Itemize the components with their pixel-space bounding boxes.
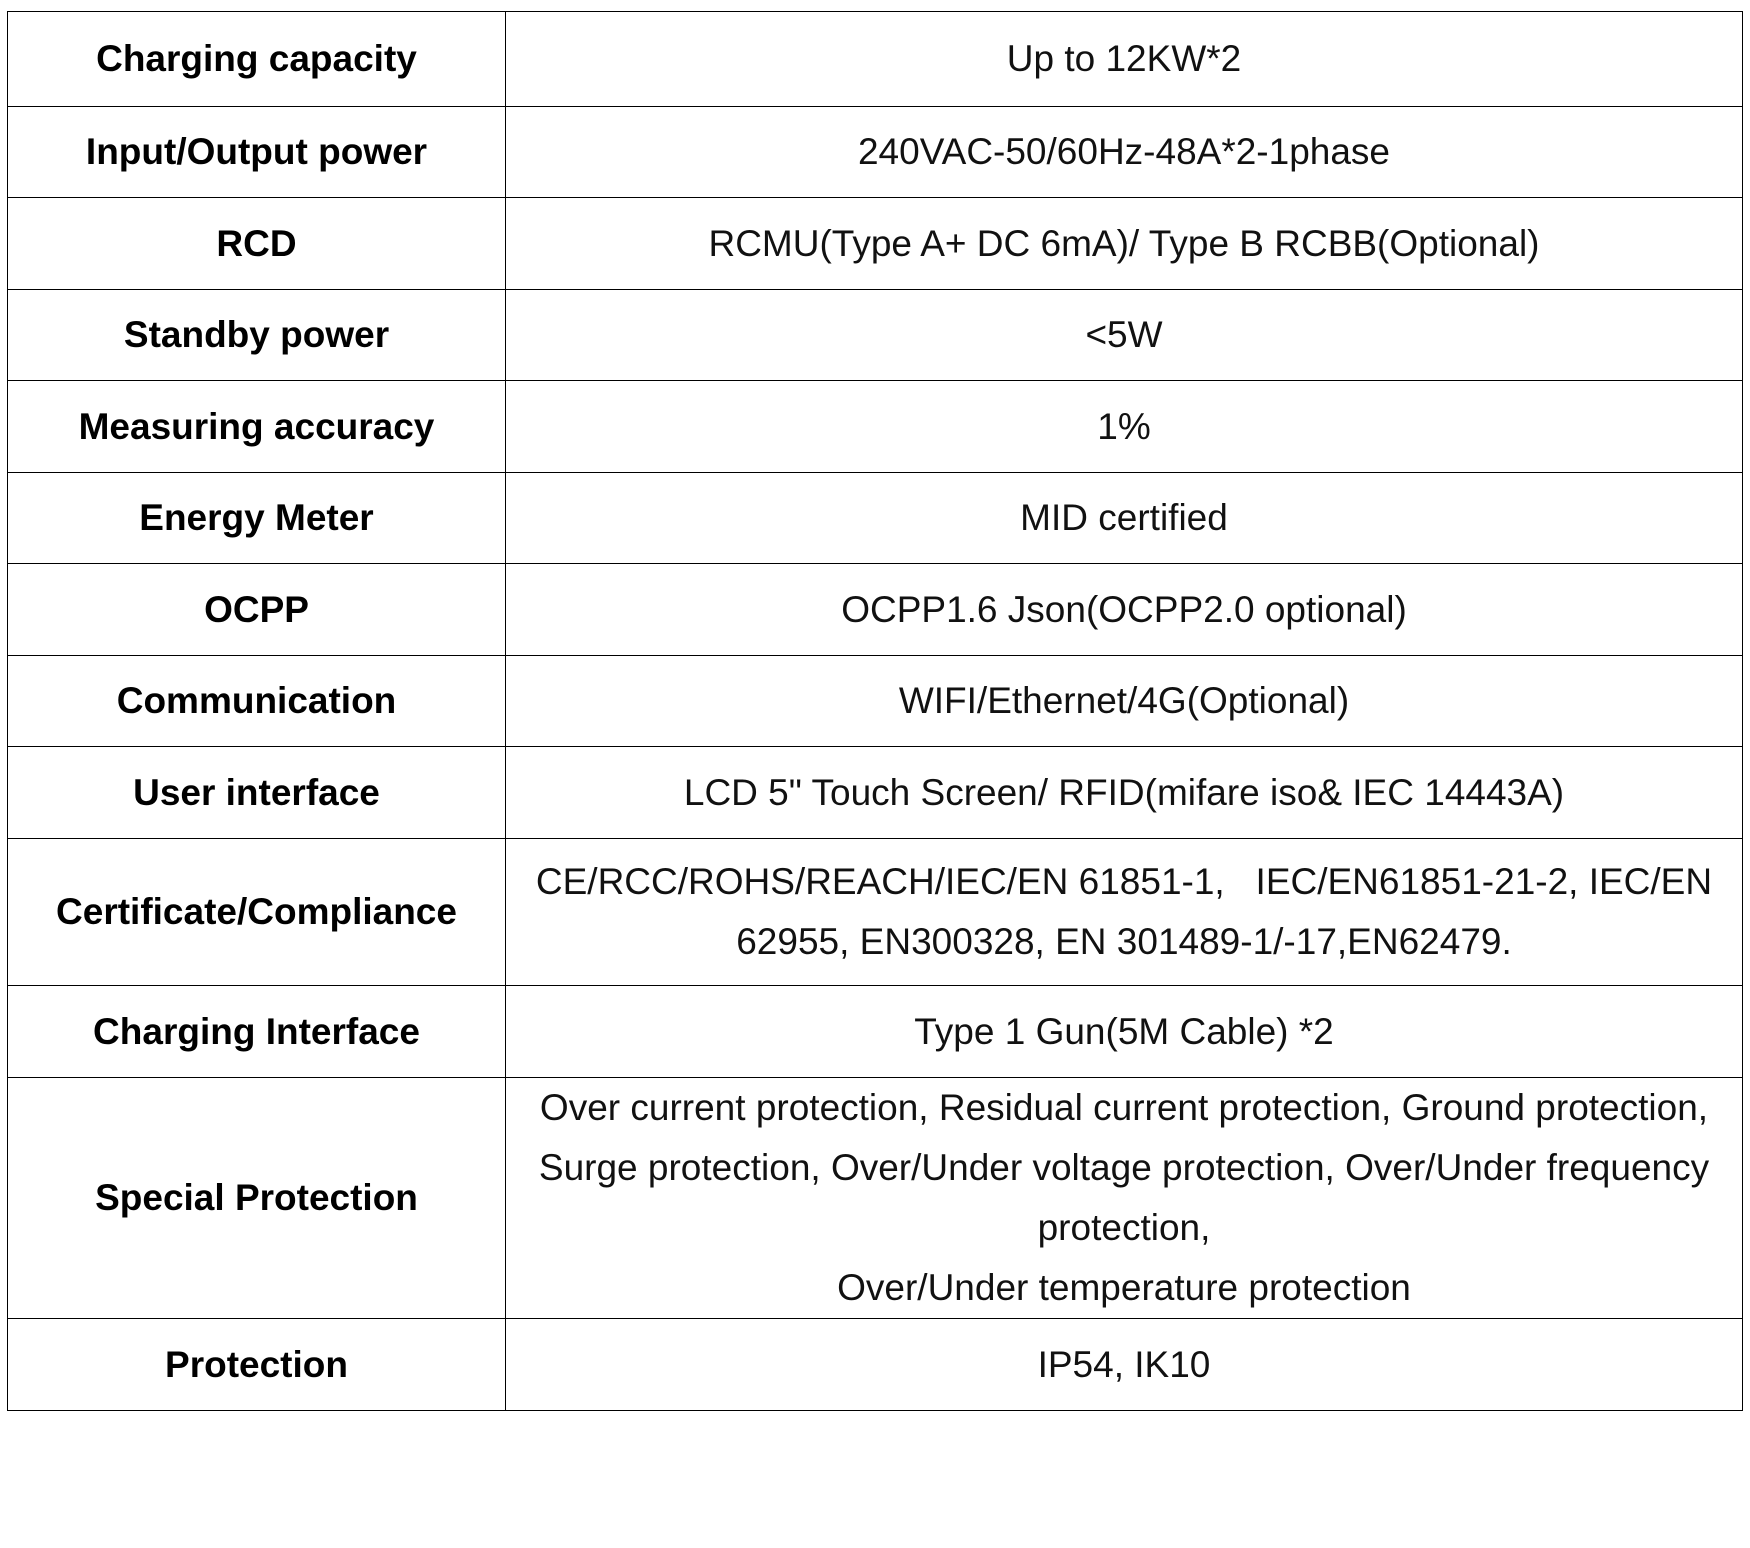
- row-label: Charging capacity: [8, 12, 506, 107]
- table-row: [8, 839, 1743, 986]
- row-value: [506, 839, 1743, 986]
- table-row: [8, 1319, 1743, 1411]
- row-label: Energy Meter: [8, 473, 506, 564]
- table-row: [8, 107, 1743, 198]
- value-line: Over/Under temperature protection: [837, 1267, 1411, 1308]
- table-row: [8, 747, 1743, 839]
- value-line: CE/RCC/ROHS/REACH/IEC/EN 61851-1, IEC/EN61851-21-2, IEC/EN: [535, 861, 1713, 902]
- row-value: Up to 12KW*2: [506, 12, 1743, 107]
- row-value: OCPP1.6 Json(OCPP2.0 optional): [506, 564, 1743, 656]
- table-row: [8, 656, 1743, 747]
- table-row: [8, 290, 1743, 381]
- row-label: Standby power: [8, 290, 506, 381]
- row-value: Type 1 Gun(5M Cable) *2: [506, 986, 1743, 1078]
- row-label: Certificate/Compliance: [8, 839, 506, 986]
- table-row: [8, 1078, 1743, 1319]
- table-row: [8, 198, 1743, 290]
- table-row: [8, 986, 1743, 1078]
- row-value: 240VAC-50/60Hz-48A*2-1phase: [506, 107, 1743, 198]
- row-value: 1%: [506, 381, 1743, 473]
- row-value: LCD 5" Touch Screen/ RFID(mifare iso& IEC 14443A): [506, 747, 1743, 839]
- row-value: IP54, IK10: [506, 1319, 1743, 1411]
- row-label: Special Protection: [8, 1078, 506, 1319]
- value-line: 62955, EN300328, EN 301489-1/-17,EN62479.: [736, 921, 1512, 962]
- row-label: Protection: [8, 1319, 506, 1411]
- row-label: User interface: [8, 747, 506, 839]
- row-value: RCMU(Type A+ DC 6mA)/ Type B RCBB(Optional): [506, 198, 1743, 290]
- table-row: [8, 564, 1743, 656]
- table-row: [8, 381, 1743, 473]
- value-line: Over current protection, Residual current protection, Ground protection,: [539, 1087, 1709, 1128]
- table-row: [8, 473, 1743, 564]
- value-line: protection,: [1037, 1207, 1211, 1248]
- row-label: RCD: [8, 198, 506, 290]
- table-row: [8, 12, 1743, 107]
- row-value: <5W: [506, 290, 1743, 381]
- value-line: Surge protection, Over/Under voltage protection, Over/Under frequency: [538, 1147, 1710, 1188]
- spec-table: [7, 11, 1743, 1411]
- row-value: [506, 1078, 1743, 1319]
- row-value: WIFI/Ethernet/4G(Optional): [506, 656, 1743, 747]
- row-label: Input/Output power: [8, 107, 506, 198]
- row-label: Measuring accuracy: [8, 381, 506, 473]
- row-label: Charging Interface: [8, 986, 506, 1078]
- row-label: OCPP: [8, 564, 506, 656]
- row-label: Communication: [8, 656, 506, 747]
- row-value: MID certified: [506, 473, 1743, 564]
